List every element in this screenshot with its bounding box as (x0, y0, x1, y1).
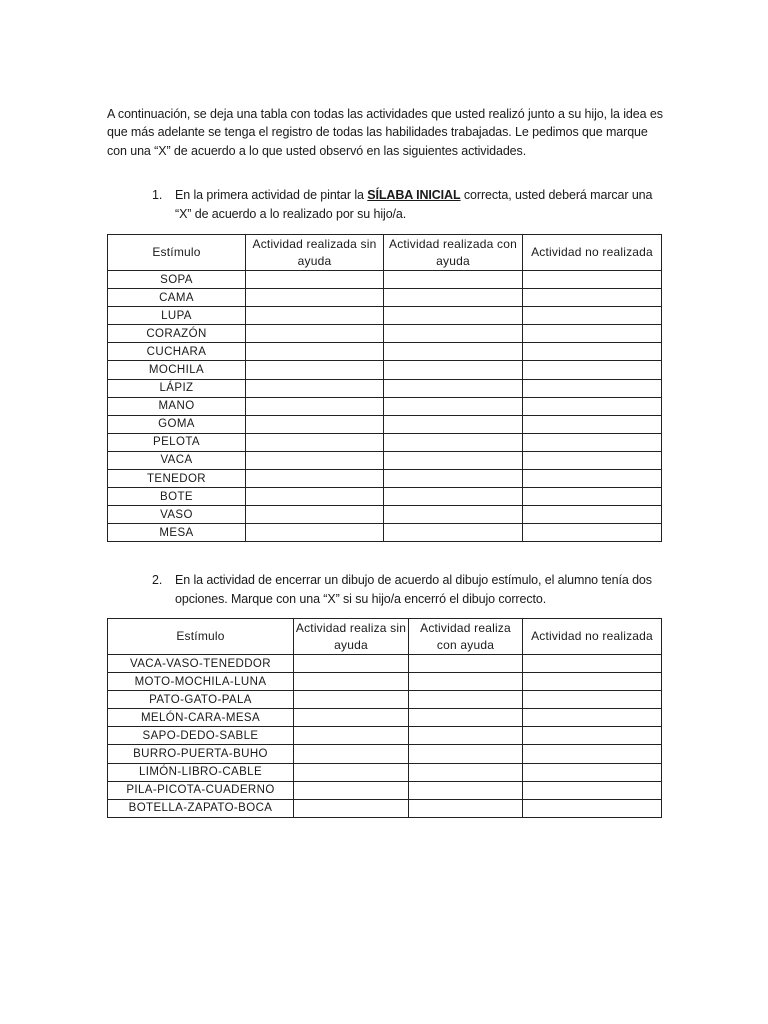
mark-cell-with-help[interactable] (384, 433, 523, 451)
mark-cell-without-help[interactable] (246, 433, 384, 451)
stimulus-cell: PELOTA (108, 433, 246, 451)
stimulus-cell: SOPA (108, 271, 246, 289)
column-header-without-help: Actividad realiza sin ayuda (294, 619, 409, 655)
mark-cell-without-help[interactable] (246, 506, 384, 524)
stimulus-cell: BOTE (108, 488, 246, 506)
table-row (108, 307, 662, 325)
mark-cell-without-help[interactable] (246, 325, 384, 343)
mark-cell-with-help[interactable] (409, 799, 523, 817)
mark-cell-not-done[interactable] (523, 433, 662, 451)
mark-cell-without-help[interactable] (294, 763, 409, 781)
table-row (108, 781, 662, 799)
mark-cell-not-done[interactable] (523, 488, 662, 506)
table-row (108, 289, 662, 307)
table-row (108, 763, 662, 781)
mark-cell-not-done[interactable] (523, 655, 662, 673)
instruction-emphasis: SÍLABA INICIAL (367, 188, 461, 202)
mark-cell-not-done[interactable] (523, 673, 662, 691)
stimulus-cell: CORAZÓN (108, 325, 246, 343)
instruction-text: En la actividad de encerrar un dibujo de acuerdo al dibujo estímulo, el alumno tenía dos opciones. Marque con una “X” si su hijo/a encerró el dibujo correcto. (175, 573, 652, 606)
table-row (108, 470, 662, 488)
mark-cell-without-help[interactable] (246, 524, 384, 542)
column-header-stimulus: Estímulo (108, 619, 294, 655)
mark-cell-not-done[interactable] (523, 361, 662, 379)
mark-cell-without-help[interactable] (294, 781, 409, 799)
instruction-text-part: En la primera actividad de pintar la (175, 188, 368, 202)
mark-cell-not-done[interactable] (523, 763, 662, 781)
mark-cell-with-help[interactable] (409, 691, 523, 709)
mark-cell-with-help[interactable] (384, 415, 523, 433)
mark-cell-without-help[interactable] (294, 691, 409, 709)
instruction-number: 2. (152, 573, 163, 587)
mark-cell-with-help[interactable] (384, 343, 523, 361)
table-row (108, 325, 662, 343)
mark-cell-with-help[interactable] (384, 271, 523, 289)
mark-cell-not-done[interactable] (523, 289, 662, 307)
mark-cell-not-done[interactable] (523, 379, 662, 397)
stimulus-cell: MELÓN-CARA-MESA (108, 709, 294, 727)
stimulus-cell: TENEDOR (108, 470, 246, 488)
table-row (108, 451, 662, 469)
mark-cell-not-done[interactable] (523, 799, 662, 817)
stimulus-cell: MANO (108, 397, 246, 415)
mark-cell-not-done[interactable] (523, 271, 662, 289)
stimulus-cell: MOCHILA (108, 361, 246, 379)
mark-cell-without-help[interactable] (246, 343, 384, 361)
mark-cell-without-help[interactable] (246, 271, 384, 289)
mark-cell-with-help[interactable] (409, 781, 523, 799)
activity-table-1 (107, 234, 662, 542)
mark-cell-without-help[interactable] (246, 397, 384, 415)
table-row (108, 745, 662, 763)
column-header-with-help: Actividad realizada con ayuda (384, 235, 523, 271)
mark-cell-without-help[interactable] (246, 361, 384, 379)
mark-cell-with-help[interactable] (384, 397, 523, 415)
stimulus-cell: MOTO-MOCHILA-LUNA (108, 673, 294, 691)
mark-cell-with-help[interactable] (384, 451, 523, 469)
stimulus-cell: LÁPIZ (108, 379, 246, 397)
stimulus-cell: CUCHARA (108, 343, 246, 361)
mark-cell-with-help[interactable] (409, 727, 523, 745)
table-row (108, 524, 662, 542)
mark-cell-without-help[interactable] (246, 470, 384, 488)
activity-table-2 (107, 618, 662, 818)
intro-paragraph: A continuación, se deja una tabla con todas las actividades que usted realizó junto a su hijo, la idea es que más adelante se tenga el registro de todas las habilidades trabajadas. Le pedimos que marque con una “X” de acuerdo a lo que usted observó en las siguientes actividades. (107, 106, 663, 158)
stimulus-cell: PILA-PICOTA-CUADERNO (108, 781, 294, 799)
mark-cell-without-help[interactable] (246, 289, 384, 307)
mark-cell-with-help[interactable] (384, 506, 523, 524)
mark-cell-not-done[interactable] (523, 451, 662, 469)
stimulus-cell: SAPO-DEDO-SABLE (108, 727, 294, 745)
table-row (108, 673, 662, 691)
mark-cell-without-help[interactable] (294, 745, 409, 763)
mark-cell-with-help[interactable] (384, 361, 523, 379)
table-row (108, 271, 662, 289)
mark-cell-with-help[interactable] (409, 673, 523, 691)
instruction-2 (152, 571, 672, 609)
stimulus-cell: BURRO-PUERTA-BUHO (108, 745, 294, 763)
mark-cell-without-help[interactable] (294, 799, 409, 817)
stimulus-cell: LUPA (108, 307, 246, 325)
mark-cell-without-help[interactable] (294, 655, 409, 673)
table-row (108, 655, 662, 673)
table-row (108, 361, 662, 379)
column-header-stimulus: Estímulo (108, 235, 246, 271)
instruction-text-part: correcta, usted deberá marcar una “X” de acuerdo a lo realizado por su hijo/a. (175, 188, 653, 221)
mark-cell-without-help[interactable] (294, 709, 409, 727)
mark-cell-with-help[interactable] (384, 289, 523, 307)
column-header-without-help: Actividad realizada sin ayuda (246, 235, 384, 271)
instruction-1 (152, 186, 672, 224)
mark-cell-with-help[interactable] (384, 379, 523, 397)
table-row (108, 727, 662, 745)
mark-cell-with-help[interactable] (409, 745, 523, 763)
stimulus-cell: VASO (108, 506, 246, 524)
mark-cell-not-done[interactable] (523, 524, 662, 542)
table-row (108, 799, 662, 817)
mark-cell-with-help[interactable] (384, 307, 523, 325)
mark-cell-without-help[interactable] (294, 727, 409, 745)
stimulus-cell: BOTELLA-ZAPATO-BOCA (108, 799, 294, 817)
stimulus-cell: GOMA (108, 415, 246, 433)
mark-cell-without-help[interactable] (246, 415, 384, 433)
mark-cell-not-done[interactable] (523, 745, 662, 763)
mark-cell-with-help[interactable] (384, 524, 523, 542)
stimulus-cell: VACA-VASO-TENEDDOR (108, 655, 294, 673)
mark-cell-not-done[interactable] (523, 415, 662, 433)
mark-cell-not-done[interactable] (523, 307, 662, 325)
instruction-text (175, 186, 672, 224)
stimulus-cell: VACA (108, 451, 246, 469)
mark-cell-not-done[interactable] (523, 781, 662, 799)
table-header-row (108, 235, 662, 271)
table-row (108, 433, 662, 451)
mark-cell-with-help[interactable] (384, 325, 523, 343)
mark-cell-without-help[interactable] (294, 673, 409, 691)
table-row (108, 415, 662, 433)
column-header-not-done: Actividad no realizada (523, 619, 662, 655)
stimulus-cell: PATO-GATO-PALA (108, 691, 294, 709)
mark-cell-with-help[interactable] (409, 709, 523, 727)
mark-cell-with-help[interactable] (384, 470, 523, 488)
stimulus-cell: MESA (108, 524, 246, 542)
table-row (108, 379, 662, 397)
table-row (108, 709, 662, 727)
mark-cell-not-done[interactable] (523, 727, 662, 745)
table-row (108, 506, 662, 524)
column-header-with-help: Actividad realiza con ayuda (409, 619, 523, 655)
table-row (108, 488, 662, 506)
mark-cell-without-help[interactable] (246, 307, 384, 325)
table-header-row (108, 619, 662, 655)
mark-cell-with-help[interactable] (409, 763, 523, 781)
mark-cell-not-done[interactable] (523, 470, 662, 488)
mark-cell-not-done[interactable] (523, 343, 662, 361)
mark-cell-without-help[interactable] (246, 451, 384, 469)
table-row (108, 343, 662, 361)
table-row (108, 397, 662, 415)
mark-cell-with-help[interactable] (409, 655, 523, 673)
mark-cell-not-done[interactable] (523, 691, 662, 709)
mark-cell-without-help[interactable] (246, 488, 384, 506)
mark-cell-not-done[interactable] (523, 397, 662, 415)
stimulus-cell: LIMÓN-LIBRO-CABLE (108, 763, 294, 781)
instruction-number: 1. (152, 188, 163, 202)
table-row (108, 691, 662, 709)
mark-cell-not-done[interactable] (523, 506, 662, 524)
mark-cell-not-done[interactable] (523, 325, 662, 343)
mark-cell-without-help[interactable] (246, 379, 384, 397)
mark-cell-not-done[interactable] (523, 709, 662, 727)
stimulus-cell: CAMA (108, 289, 246, 307)
column-header-not-done: Actividad no realizada (523, 235, 662, 271)
mark-cell-with-help[interactable] (384, 488, 523, 506)
